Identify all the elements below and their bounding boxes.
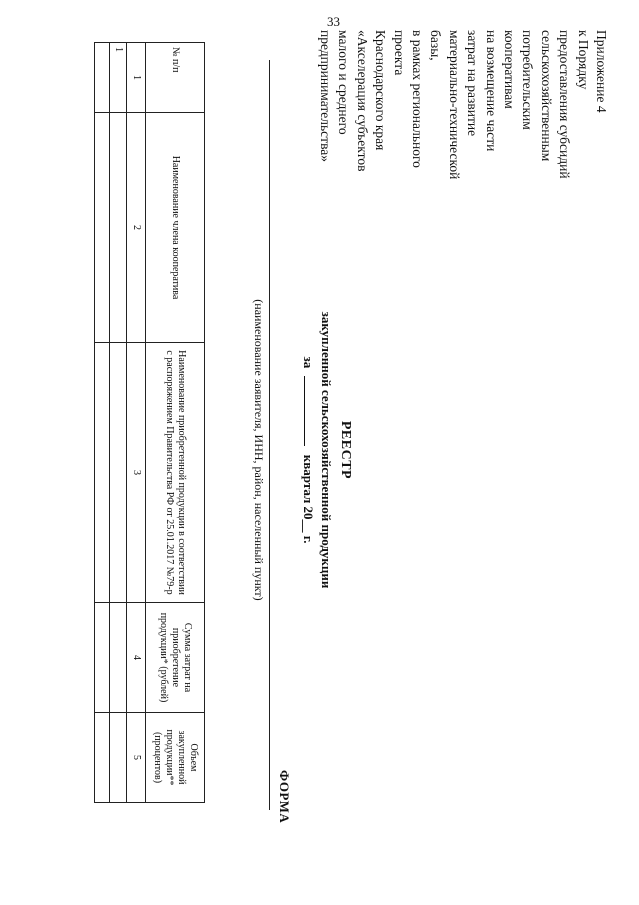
header-member-name: Наименование члена кооператива xyxy=(146,113,205,343)
appendix-line: малого и среднего xyxy=(336,30,352,135)
header-row-number: № п/п xyxy=(146,43,205,113)
column-number: 5 xyxy=(127,713,146,803)
form-label: ФОРМА xyxy=(277,770,292,824)
column-number: 4 xyxy=(127,603,146,713)
table-header-row xyxy=(146,43,205,803)
column-number: 3 xyxy=(127,343,146,603)
registry-table xyxy=(94,42,205,803)
document-subtitle: закупленной сельскохозяйственной продукции xyxy=(319,311,334,589)
appendix-line: Приложение 4 xyxy=(594,30,609,113)
table-cell[interactable] xyxy=(110,713,127,803)
appendix-line: к Порядку xyxy=(575,30,591,90)
rotated-page-content xyxy=(10,30,610,890)
appendix-line: базы, xyxy=(428,30,444,61)
period-line xyxy=(299,250,317,650)
document-title-block xyxy=(299,250,355,650)
header-cost-sum: Сумма затрат на приобретение продукции* (рублей) xyxy=(146,603,205,713)
table-cell[interactable] xyxy=(95,603,110,713)
appendix-line: «Акселерация субъектов xyxy=(354,30,370,172)
table-cell[interactable] xyxy=(95,343,110,603)
table-row xyxy=(95,43,110,803)
period-blank-field[interactable] xyxy=(304,376,305,446)
applicant-fill-line[interactable] xyxy=(269,60,270,810)
table-cell[interactable] xyxy=(95,113,110,343)
appendix-line: кооперативам xyxy=(501,30,517,109)
table-cell[interactable] xyxy=(110,603,127,713)
column-number: 2 xyxy=(127,113,146,343)
period-suffix: квартал 20__ г. xyxy=(301,454,316,544)
appendix-block xyxy=(316,30,611,260)
appendix-line: Краснодарского края xyxy=(373,30,389,151)
appendix-line: затрат на развитие xyxy=(465,30,481,137)
column-number: 1 xyxy=(127,43,146,113)
page-number: 33 xyxy=(327,14,340,29)
table-cell[interactable] xyxy=(95,713,110,803)
header-product-name: Наименование приобретенной продукции в соответствии с распоряжением Правительства РФ от 25.01.2017 №79-р xyxy=(146,343,205,603)
table-cell[interactable]: 1 xyxy=(110,43,127,113)
appendix-line: в рамках регионального xyxy=(409,30,425,168)
period-prefix: за xyxy=(301,356,316,369)
applicant-caption: (наименование заявителя, ИНН, район, населенный пункт) xyxy=(252,299,266,601)
table-cell[interactable] xyxy=(95,43,110,113)
document-title: РЕЕСТР xyxy=(338,420,353,480)
appendix-line: предпринимательства» xyxy=(317,30,333,163)
appendix-line: потребительским xyxy=(520,30,536,130)
appendix-line: сельскохозяйственным xyxy=(538,30,554,162)
table-cell[interactable] xyxy=(110,343,127,603)
appendix-line: материально-технической xyxy=(446,30,462,180)
appendix-line: на возмещение части xyxy=(483,30,499,152)
appendix-line: проекта xyxy=(391,30,407,76)
appendix-line: предоставления субсидий xyxy=(557,30,573,179)
column-number-row xyxy=(127,43,146,803)
header-volume-percent: Объем закупленной продукции** (процентов) xyxy=(146,713,205,803)
table-row xyxy=(110,43,127,803)
table-cell[interactable] xyxy=(110,113,127,343)
